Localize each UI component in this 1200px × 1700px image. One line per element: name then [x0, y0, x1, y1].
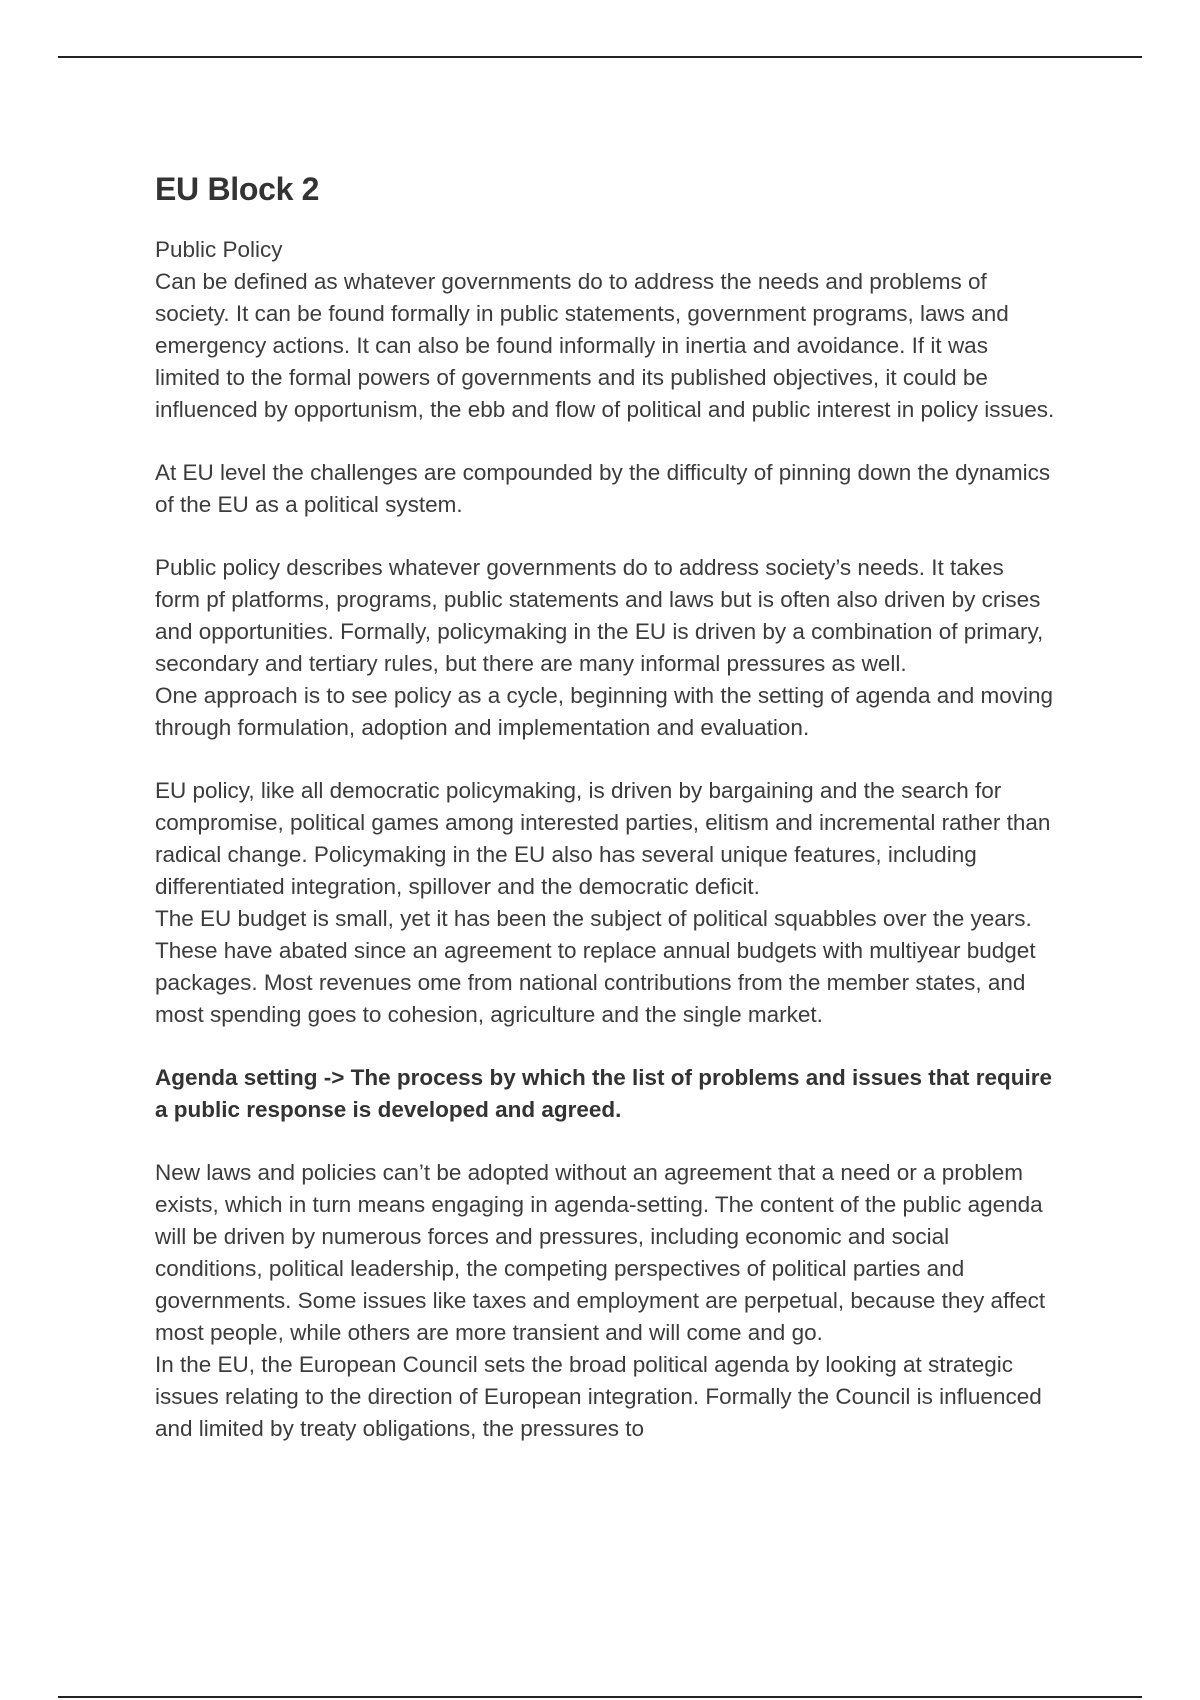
paragraph-eu-level: At EU level the challenges are compounded by the difficulty of pinning down the dynamics of the EU as a political system.	[155, 460, 1051, 518]
paragraph-agenda-setting-definition: Agenda setting -> The process by which the list of problems and issues that require a public response is developed and agreed.	[155, 1065, 1053, 1123]
page-title: EU Block 2	[155, 171, 320, 207]
paragraph-spacer	[155, 1031, 1055, 1062]
paragraph-public-policy: Public policy describes whatever governments do to address society’s needs. It takes form pf platforms, programs, public statements and laws but is often also driven by crises and opportunities. Formally, policymaking in the EU is driven by a combination of primary, secondary and tertiary rules, but there are many informal pressures as well.	[155, 555, 1044, 677]
paragraph-policy-cycle: One approach is to see policy as a cycle, beginning with the setting of agenda and moving through formulation, adoption and implementation and evaluation.	[155, 683, 1054, 741]
paragraph-eu-budget: The EU budget is small, yet it has been the subject of political squabbles over the years. These have abated since an agreement to replace annual budgets with multiyear budget packages. Most revenues ome from national contributions from the member states, and most spending goes to cohesion, agriculture and the single market.	[155, 906, 1036, 1028]
bottom-divider	[58, 1696, 1142, 1698]
top-divider	[58, 56, 1142, 58]
paragraph-spacer	[155, 1126, 1055, 1157]
paragraph-eu-policy: EU policy, like all democratic policymaking, is driven by bargaining and the search for compromise, political games among interested parties, elitism and incremental rather than radical change. Policymaking in the EU also has several unique features, including differentiated integration, spillover and the democratic deficit.	[155, 778, 1051, 900]
paragraph-spacer	[155, 744, 1055, 775]
paragraph-spacer	[155, 521, 1055, 552]
document-body	[155, 170, 1055, 1445]
paragraph-definition: Can be defined as whatever governments do to address the needs and problems of society. It can be found formally in public statements, government programs, laws and emergency actions. It can also be found informally in inertia and avoidance. If it was limited to the formal powers of governments and its published objectives, it could be influenced by opportunism, the ebb and flow of political and public interest in policy issues.	[155, 269, 1055, 423]
section-heading: Public Policy	[155, 237, 283, 263]
paragraph-new-laws: New laws and policies can’t be adopted without an agreement that a need or a problem exists, which in turn means engaging in agenda-setting. The content of the public agenda will be driven by numerous forces and pressures, including economic and social conditions, political leadership, the competing perspectives of political parties and governments. Some issues like taxes and employment are perpetual, because they affect most people, while others are more transient and will come and go.	[155, 1160, 1046, 1346]
paragraph-spacer	[155, 426, 1055, 457]
paragraph-european-council: In the EU, the European Council sets the broad political agenda by looking at strategic issues relating to the direction of European integration. Formally the Council is influenced and limited by treaty obligations, the pressures to	[155, 1352, 1042, 1442]
